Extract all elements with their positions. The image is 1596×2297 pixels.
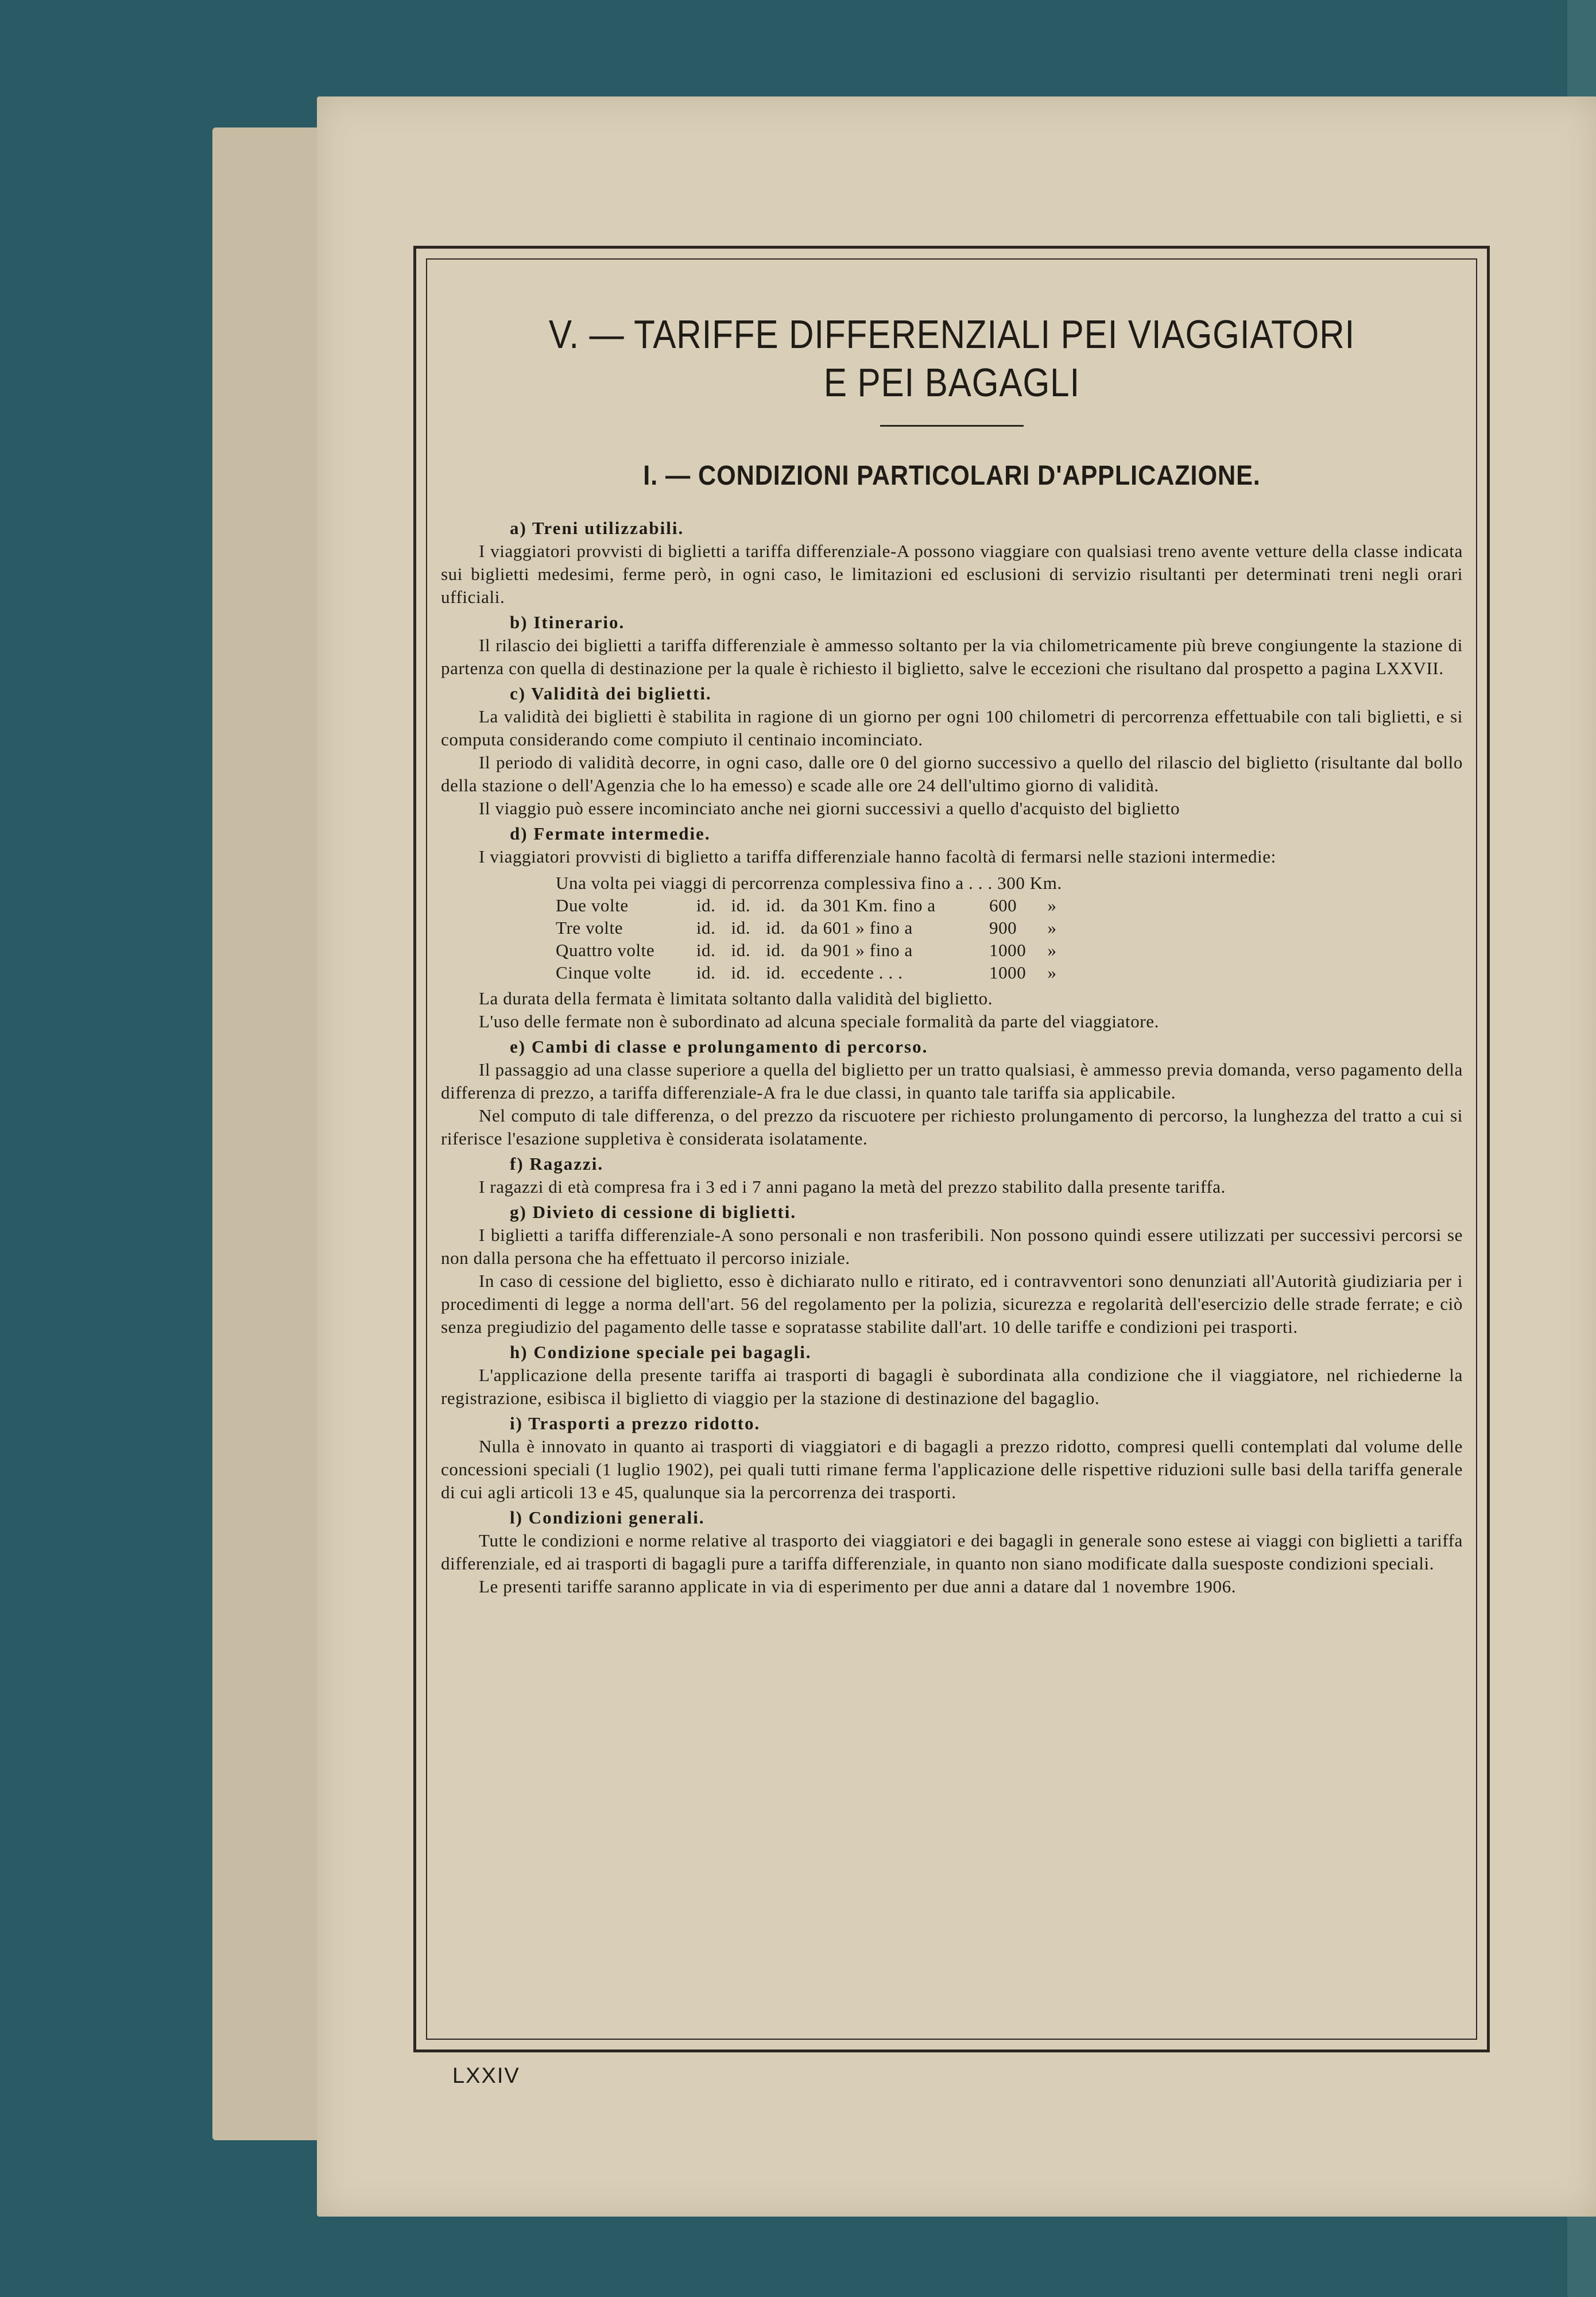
- table-cell: Tre volte: [556, 918, 623, 938]
- table-row: [556, 961, 1069, 984]
- table-row: [556, 894, 1069, 917]
- subheading-l: l) Condizioni generali.: [510, 1507, 705, 1528]
- subheading-g: g) Divieto di cessione di biglietti.: [510, 1202, 797, 1222]
- table-cell: id.: [731, 962, 751, 983]
- paragraph: Nel computo di tale differenza, o del prezzo da riscuotere per richiesto prolungamento di percorso, la lunghezza del tratto a cui si riferisce l'esazione suppletiva è considerata isolatamente.: [441, 1105, 1463, 1148]
- subheading-e: e) Cambi di classe e prolungamento di percorso.: [510, 1037, 928, 1057]
- table-cell: id.: [766, 962, 785, 983]
- table-cell: id.: [696, 895, 716, 915]
- stops-table: [556, 872, 1069, 984]
- table-cell: Una volta pei viaggi di percorrenza complessiva fino a . . . 300 Km.: [556, 873, 1062, 893]
- paragraph: L'uso delle fermate non è subordinato ad alcuna speciale formalità da parte del viaggiatore.: [479, 1011, 1159, 1031]
- title-rule: [880, 425, 1024, 427]
- paragraph: I viaggiatori provvisti di biglietti a tariffa differenziale-A possono viaggiare con qualsiasi treno avente vetture della classe indicata sui biglietti medesimi, ferme però, in ogni caso, le limitazioni ed esclusioni di servizio risultanti per determinati treni negli orari ufficiali.: [441, 541, 1463, 607]
- table-cell: id.: [696, 962, 716, 983]
- table-cell: id.: [731, 895, 751, 915]
- paragraph: Le presenti tariffe saranno applicate in via di esperimento per due anni a datare dal 1 novembre 1906.: [479, 1576, 1237, 1596]
- subheading-c: c) Validità dei biglietti.: [510, 683, 712, 703]
- table-cell: da 901 » fino a: [800, 940, 913, 960]
- table-cell: »: [1047, 895, 1057, 915]
- main-title-line1: V. — TARIFFE DIFFERENZIALI PEI VIAGGIATORI: [548, 312, 1355, 357]
- subheading-i: i) Trasporti a prezzo ridotto.: [510, 1413, 761, 1433]
- table-cell: »: [1047, 918, 1057, 938]
- main-title: [513, 310, 1392, 407]
- paragraph: I viaggiatori provvisti di biglietto a tariffa differenziale hanno facoltà di fermarsi nelle stazioni intermedie:: [479, 846, 1276, 867]
- section-title: I. — CONDIZIONI PARTICOLARI D'APPLICAZIONE.: [643, 461, 1261, 491]
- table-cell: id.: [731, 940, 751, 960]
- table-cell: da 301 Km. fino a: [800, 895, 936, 915]
- table-cell: id.: [766, 895, 785, 915]
- subheading-f: f) Ragazzi.: [510, 1154, 604, 1174]
- paragraph: I biglietti a tariffa differenziale-A sono personali e non trasferibili. Non possono quindi essere utilizzati per successivi percorsi se non dalla persona che ha effettuato il percorso iniziale.: [441, 1225, 1463, 1268]
- table-cell: id.: [731, 918, 751, 938]
- table-cell: da 601 » fino a: [800, 918, 913, 938]
- paragraph: Il rilascio dei biglietti a tariffa differenziale è ammesso soltanto per la via chilometricamente più breve congiungente la stazione di partenza con quella di destinazione per la quale è richiesto il biglietto, salve le eccezioni che risultano dal prospetto a pagina LXXVII.: [441, 635, 1463, 678]
- paragraph: Il viaggio può essere incominciato anche nei giorni successivi a quello d'acquisto del biglietto: [479, 798, 1180, 818]
- body-text: [441, 517, 1463, 1598]
- paragraph: La durata della fermata è limitata soltanto dalla validità del biglietto.: [479, 988, 993, 1008]
- table-cell: 900: [989, 918, 1017, 938]
- table-cell: »: [1047, 940, 1057, 960]
- table-cell: id.: [766, 918, 785, 938]
- page-number: LXXIV: [452, 2064, 520, 2088]
- subheading-a: a) Treni utilizzabili.: [510, 518, 684, 538]
- table-cell: 1000: [989, 962, 1026, 983]
- paragraph: Tutte le condizioni e norme relative al trasporto dei viaggiatori e dei bagagli in generale sono estese ai viaggi con biglietti a tariffa differenziale, ed ai trasporti di bagagli pure a tariffa differenziale, in quanto non siano modificate dalla suesposte condizioni speciali.: [441, 1530, 1463, 1573]
- paragraph: Il periodo di validità decorre, in ogni caso, dalle ore 0 del giorno successivo a quello del rilascio del biglietto (risultante dal bollo della stazione o dell'Agenzia che lo ha emesso) e scade alle ore 24 dell'ultimo giorno di validità.: [441, 752, 1463, 795]
- subheading-b: b) Itinerario.: [510, 612, 625, 632]
- paragraph: I ragazzi di età compresa fra i 3 ed i 7 anni pagano la metà del prezzo stabilito dalla presente tariffa.: [479, 1177, 1226, 1197]
- paragraph: Il passaggio ad una classe superiore a quella del biglietto per un tratto qualsiasi, è ammesso previa domanda, verso pagamento della differenza di prezzo, a tariffa differenziale-A fra le due classi, in quanto tale tariffa sia applicabile.: [441, 1059, 1463, 1103]
- table-cell: id.: [696, 940, 716, 960]
- main-title-line2: E PEI BAGAGLI: [823, 360, 1080, 405]
- table-row: [556, 872, 1069, 894]
- table-cell: eccedente . . .: [800, 962, 903, 983]
- subheading-d: d) Fermate intermedie.: [510, 823, 711, 844]
- table-row: [556, 939, 1069, 961]
- table-cell: Quattro volte: [556, 940, 655, 960]
- table-cell: id.: [766, 940, 785, 960]
- table-cell: »: [1047, 962, 1057, 983]
- table-cell: 1000: [989, 940, 1026, 960]
- paragraph: In caso di cessione del biglietto, esso è dichiarato nullo e ritirato, ed i contravventori sono denunziati all'Autorità giudiziaria per i procedimenti di legge a norma dell'art. 56 del regolamento per la polizia, sicurezza e regolarità dell'esercizio delle strade ferrate; e ciò senza pregiudizio del pagamento delle tasse e sopratasse stabilite dall'art. 10 delle tariffe e condizioni pei trasporti.: [441, 1271, 1463, 1337]
- table-cell: Due volte: [556, 895, 629, 915]
- table-cell: id.: [696, 918, 716, 938]
- table-cell: 600: [989, 895, 1017, 915]
- page-content: [441, 265, 1463, 1598]
- paragraph: Nulla è innovato in quanto ai trasporti di viaggiatori e di bagagli a prezzo ridotto, compresi quelli contemplati dal volume delle concessioni speciali (1 luglio 1902), pei quali tutti rimane ferma l'applicazione delle rispettive riduzioni sulle basi della tariffa generale di cui agli articoli 13 e 45, qualunque sia la percorrenza dei trasporti.: [441, 1436, 1463, 1502]
- paragraph: La validità dei biglietti è stabilita in ragione di un giorno per ogni 100 chilometri di percorrenza effettuabile con tali biglietti, e si computa considerando come compiuto il centinaio incominciato.: [441, 706, 1463, 749]
- table-cell: Cinque volte: [556, 962, 652, 983]
- paragraph: L'applicazione della presente tariffa ai trasporti di bagagli è subordinata alla condizione che il viaggiatore, nel richiederne la registrazione, esibisca il biglietto di viaggio per la stazione di destinazione del bagaglio.: [441, 1365, 1463, 1408]
- subheading-h: h) Condizione speciale pei bagagli.: [510, 1342, 812, 1362]
- table-row: [556, 917, 1069, 939]
